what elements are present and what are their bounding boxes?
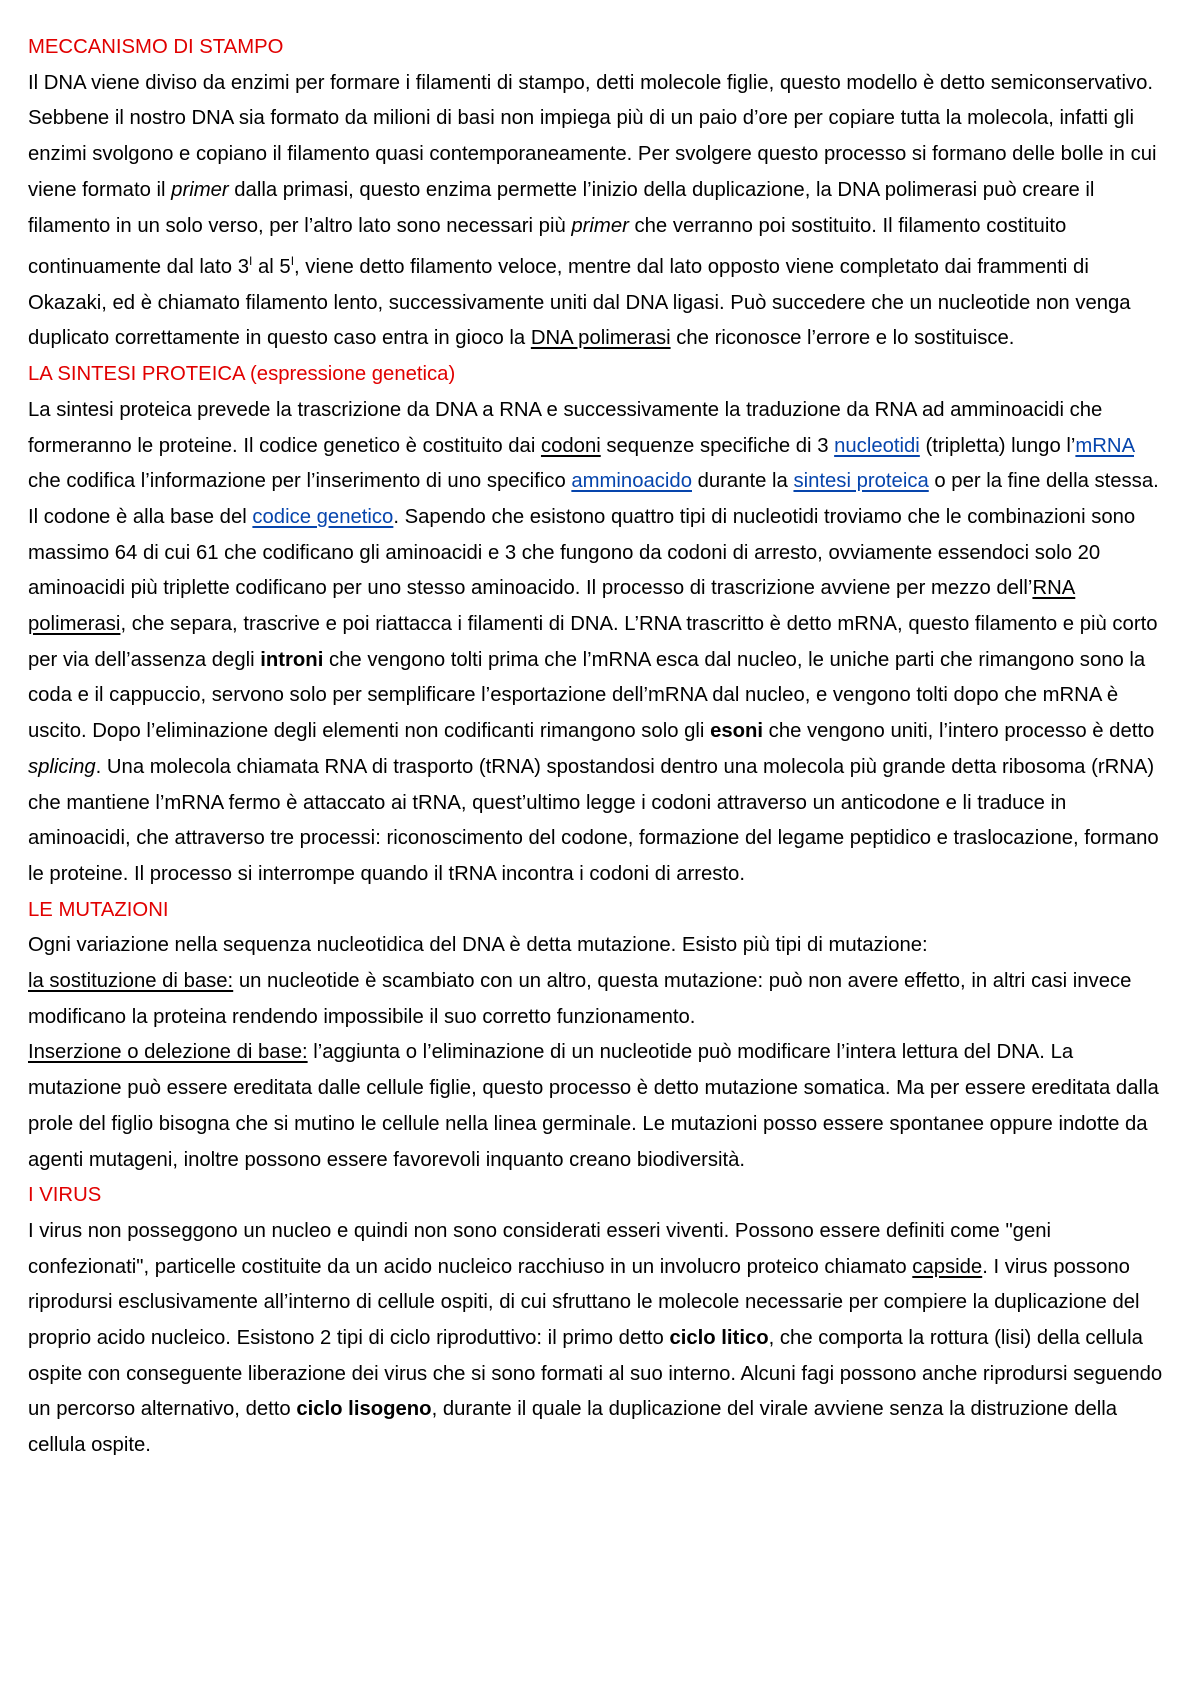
heading-i-virus: I VIRUS [28, 1184, 102, 1207]
text: Il DNA viene diviso da enzimi per formare i filamenti di stampo, detti molecole figlie, questo modello è detto semiconservativo. Sebbene il nostro DNA sia formato da milioni di basi non impiega più di un paio d’ore per copiare tutta la molecola, infatti gli enzimi svolgono e copiano il filamento quasi contemporaneamente. Per svolgere questo processo si formano delle bolle in cui viene formato il [28, 71, 1157, 201]
superscript: I [249, 254, 253, 269]
text: I virus non posseggono un nucleo e quindi non sono considerati esseri viventi. Possono essere definiti come "geni confezionati", particelle costituite da un acido nucleico racchiuso in un involucro proteico chiamato [28, 1219, 1052, 1278]
term-esoni: esoni [710, 720, 764, 743]
text: . Una molecola chiamata RNA di trasporto (tRNA) spostandosi dentro una molecola più grande detta ribosoma (rRNA) che mantiene l’mRNA fermo è attaccato ai tRNA, quest’ultimo legge i codoni attraverso un anticodone e li traduce in aminoacidi, che attraverso tre processi: riconoscimento del codone, formazione del legame peptidico e traslocazione, formano le proteine. Il processo si interrompe quando il tRNA incontra i codoni di arresto. [28, 755, 1159, 885]
term-introni: introni [260, 648, 324, 671]
term-dna-polimerasi: DNA polimerasi [530, 327, 671, 350]
text: che verranno poi sostituito. Il filamento costituito continuamente dal lato 3 [28, 214, 1067, 278]
term-capside: capside [912, 1255, 983, 1278]
text: dalla primasi, questo enzima permette l’inizio della duplicazione, la DNA polimerasi può creare il filamento in un solo verso, per l’altro lato sono necessari più [28, 178, 1095, 237]
text: . Sapendo che esistono quattro tipi di nucleotidi troviamo che le combinazioni sono massimo 64 di cui 61 che codificano gli aminoacidi e 3 che fungono da codoni di arresto, ovviamente essendoci solo 20 aminoacidi più triplette codificano per uno stesso aminoacido. Il processo di trascrizione avviene per mezzo dell’ [28, 505, 1136, 600]
text: , che comporta la rottura (lisi) della cellula ospite con conseguente liberazione dei virus che si sono formati al suo interno. Alcuni fagi possono anche riprodursi seguendo un percorso alternativo, detto [28, 1327, 1163, 1421]
link-nucleotidi[interactable]: nucleotidi [834, 434, 920, 457]
term-codoni: codoni [540, 434, 601, 457]
text: , viene detto filamento veloce, mentre dal lato opposto viene completato dai frammenti di Okazaki, ed è chiamato filamento lento, successivamente uniti dal DNA ligasi. Può succedere che un nucleotide non venga duplicato correttamente in questo caso entra in gioco la [28, 255, 1131, 350]
text: . I virus possono riprodursi esclusivamente all’interno di cellule ospiti, di cui sfruttano le molecole necessarie per compiere la duplicazione del proprio acido nucleico. Esistono 2 tipi di ciclo riproduttivo: il primo detto [28, 1255, 1140, 1350]
term-primer: primer [571, 214, 629, 237]
text: che codifica l’informazione per l’inserimento di uno specifico [28, 470, 572, 493]
paragraph-sintesi [28, 393, 1172, 893]
text: che vengono tolti prima che l’mRNA esca dal nucleo, le uniche parti che rimangono sono la coda e il cappuccio, servono solo per semplificare l’esportazione dell’mRNA dal nucleo, e vengono tolti dopo che mRNA è uscito. Dopo l’eliminazione degli elementi non codificanti rimangono solo gli [28, 648, 1146, 743]
text: La sintesi proteica prevede la trascrizione da DNA a RNA e successivamente la traduzione da RNA ad amminoacidi che formeranno le proteine. Il codice genetico è costituito dai [28, 398, 1103, 457]
link-mrna[interactable]: mRNA [1075, 434, 1134, 457]
paragraph-sostituzione [28, 964, 1172, 1035]
term-rna-polimerasi: RNA polimerasi [28, 577, 1076, 636]
superscript: I [290, 254, 295, 269]
text: un nucleotide è scambiato con un altro, questa mutazione: può non avere effetto, in altri casi invece modificano la proteina rendendo impossibile il suo corretto funzionamento. [28, 970, 1132, 1028]
paragraph-virus [28, 1214, 1172, 1464]
text: , che separa, trascrive e poi riattacca i filamenti di DNA. L’RNA trascritto è detto mRNA, questo filamento e più corto per via dell’assenza degli [28, 613, 1158, 671]
text: l’aggiunta o l’eliminazione di un nucleotide può modificare l’intera lettura del DNA. La mutazione può essere ereditata dalle cellule figlie, questo processo è detto mutazione somatica. Ma per essere ereditata dalla prole del figlio bisogna che si mutino le cellule nella linea germinale. Le mutazioni posso essere spontanee oppure indotte da agenti mutageni, inoltre possono essere favorevoli inquanto creano biodiversità. [28, 1041, 1159, 1171]
text: che riconosce l’errore e lo sostituisce. [670, 327, 1015, 350]
term-sostituzione-di-base: la sostituzione di base: [28, 970, 234, 993]
link-codice-genetico[interactable]: codice genetico [252, 505, 394, 528]
text: (tripletta) lungo l’ [919, 434, 1076, 457]
link-amminoacido[interactable]: amminoacido [571, 470, 692, 493]
term-ciclo-lisogeno: ciclo lisogeno [296, 1398, 432, 1421]
text: al 5 [252, 255, 291, 278]
heading-sintesi-proteica: LA SINTESI PROTEICA (espressione genetica) [28, 363, 456, 386]
paragraph-meccanismo [28, 66, 1172, 357]
text: durante la [691, 470, 794, 493]
term-primer: primer [171, 178, 229, 201]
text: , durante il quale la duplicazione del virale avviene senza la distruzione della cellula ospite. [28, 1398, 1118, 1457]
heading-le-mutazioni: LE MUTAZIONI [28, 898, 169, 921]
text: che vengono uniti, l’intero processo è detto [763, 720, 1155, 743]
term-inserzione-delezione: Inserzione o delezione di base: [28, 1041, 308, 1064]
term-ciclo-litico: ciclo litico [669, 1327, 769, 1350]
heading-meccanismo-di-stampo: MECCANISMO DI STAMPO [28, 36, 284, 58]
text: sequenze specifiche di 3 [600, 434, 835, 457]
text: o per la fine della stessa. Il codone è alla base del [28, 470, 1159, 528]
paragraph-mutazioni-intro: Ogni variazione nella sequenza nucleotidica del DNA è detta mutazione. Esisto più tipi di mutazione: [28, 934, 928, 957]
paragraph-inserzione [28, 1035, 1172, 1178]
term-splicing: splicing [28, 755, 96, 778]
link-sintesi-proteica[interactable]: sintesi proteica [793, 470, 929, 493]
